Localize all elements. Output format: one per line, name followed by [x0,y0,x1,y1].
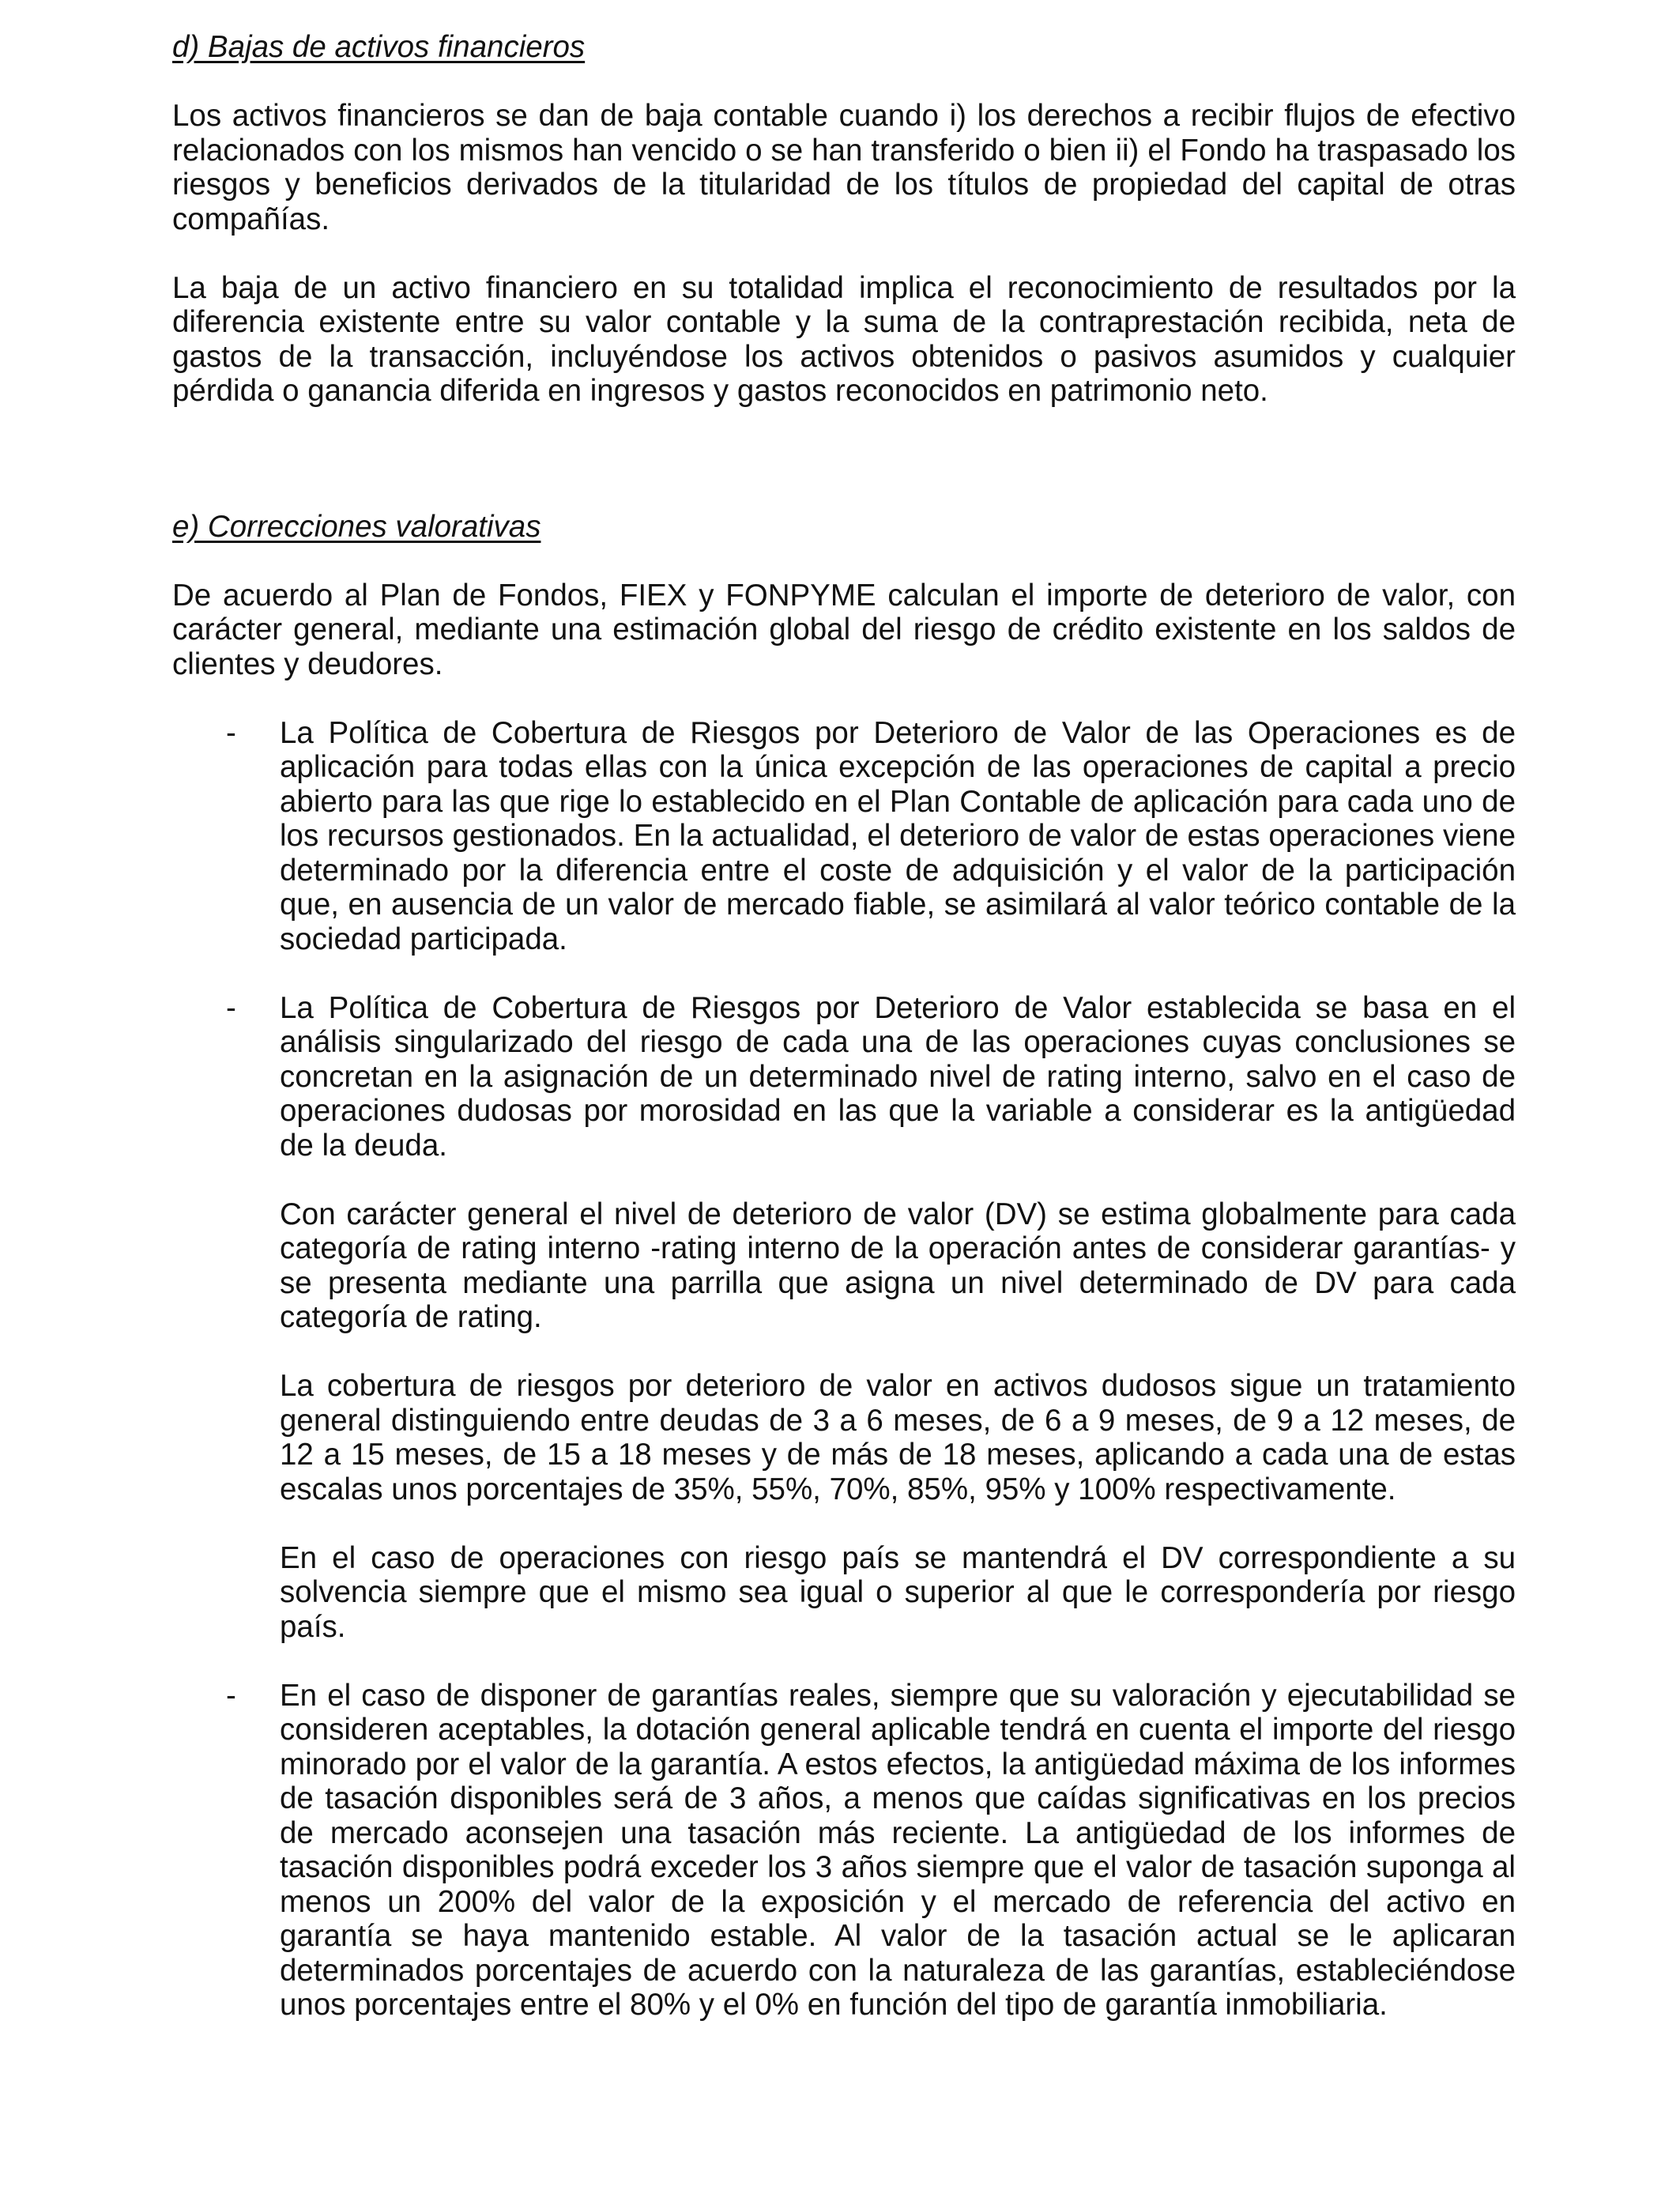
bullet-sub-paragraph-2: La cobertura de riesgos por deterioro de valor en activos dudosos sigue un tratamiento general distinguiendo entre deudas de 3 a 6 meses, de 6 a 9 meses, de 9 a 12 meses, de 12 a 15 meses, de 15 a 18 meses y de más de 18 meses, aplicando a cada una de estas escalas unos porcentajes de 35%, 55%, 70%, 85%, 95% y 100% respectivamente. [280,1369,1516,1506]
section-e-heading: e) Correcciones valorativas [172,509,541,544]
section-d-paragraph-2: La baja de un activo financiero en su totalidad implica el reconocimiento de resultados por la diferencia existente entre su valor contable y la suma de la contraprestación recibida, neta de gastos de la transacción, incluyéndose los activos obtenidos o pasivos asumidos y cualquier pérdida o ganancia diferida en ingresos y gastos reconocidos en patrimonio neto. [172,270,1516,408]
bullet-item-1 [172,716,1516,957]
bullet-sub-paragraph-1: Con carácter general el nivel de deterioro de valor (DV) se estima globalmente para cada categoría de rating interno -rating interno de la operación antes de considerar garantías- y se presenta mediante una parrilla que asigna un nivel determinado de DV para cada categoría de rating. [280,1197,1516,1334]
bullet-sub-paragraph-3: En el caso de operaciones con riesgo país se mantendrá el DV correspondiente a su solvencia siempre que el mismo sea igual o superior al que le correspondería por riesgo país. [280,1540,1516,1644]
bullet-item-3 [172,1679,1516,2022]
section-d-heading: d) Bajas de activos financieros [172,30,586,64]
bullet-text: La Política de Cobertura de Riesgos por Deterioro de Valor de las Operaciones es de aplicación para todas ellas con la única excepción de las operaciones de capital a precio abierto para las que rige lo establecido en el Plan Contable de aplicación para cada uno de los recursos gestionados. En la actualidad, el deterioro de valor de estas operaciones viene determinado por la diferencia entre el coste de adquisición y el valor de la participación que, en ausencia de un valor de mercado fiable, se asimilará al valor teórico contable de la sociedad participada. [280,715,1516,956]
bullet-text: En el caso de disponer de garantías reales, siempre que su valoración y ejecutabilidad se consideren aceptables, la dotación general aplicable tendrá en cuenta el importe del riesgo minorado por el valor de la garantía. A estos efectos, la antigüedad máxima de los informes de tasación disponibles será de 3 años, a menos que caídas significativas en los precios de mercado aconsejen una tasación más reciente. La antigüedad de los informes de tasación disponibles podrá exceder los 3 años siempre que el valor de tasación suponga al menos un 200% del valor de la exposición y el mercado de referencia del activo en garantía se haya mantenido estable. Al valor de la tasación actual se le aplicaran determinados porcentajes de acuerdo con la naturaleza de las garantías, estableciéndose unos porcentajes entre el 80% y el 0% en función del tipo de garantía inmobiliaria. [280,1678,1516,2022]
section-d-paragraph-1: Los activos financieros se dan de baja contable cuando i) los derechos a recibir flujos de efectivo relacionados con los mismos han vencido o se han transferido o bien ii) el Fondo ha traspasado los riesgos y beneficios derivados de la titularidad de los títulos de propiedad del capital de otras compañías. [172,99,1516,236]
section-e-intro: De acuerdo al Plan de Fondos, FIEX y FONPYME calculan el importe de deterioro de valor, con carácter general, mediante una estimación global del riesgo de crédito existente en los saldos de clientes y deudores. [172,578,1516,681]
bullet-item-2 [172,991,1516,1163]
bullet-text: La Política de Cobertura de Riesgos por Deterioro de Valor establecida se basa en el análisis singularizado del riesgo de cada una de las operaciones cuyas conclusiones se concretan en la asignación de un determinado nivel de rating interno, salvo en el caso de operaciones dudosas por morosidad en las que la variable a considerar es la antigüedad de la deuda. [280,990,1516,1163]
bullet-dash: - [226,990,236,1025]
bullet-dash: - [226,1678,236,1713]
bullet-dash: - [226,715,236,750]
document-page [172,30,1516,2022]
